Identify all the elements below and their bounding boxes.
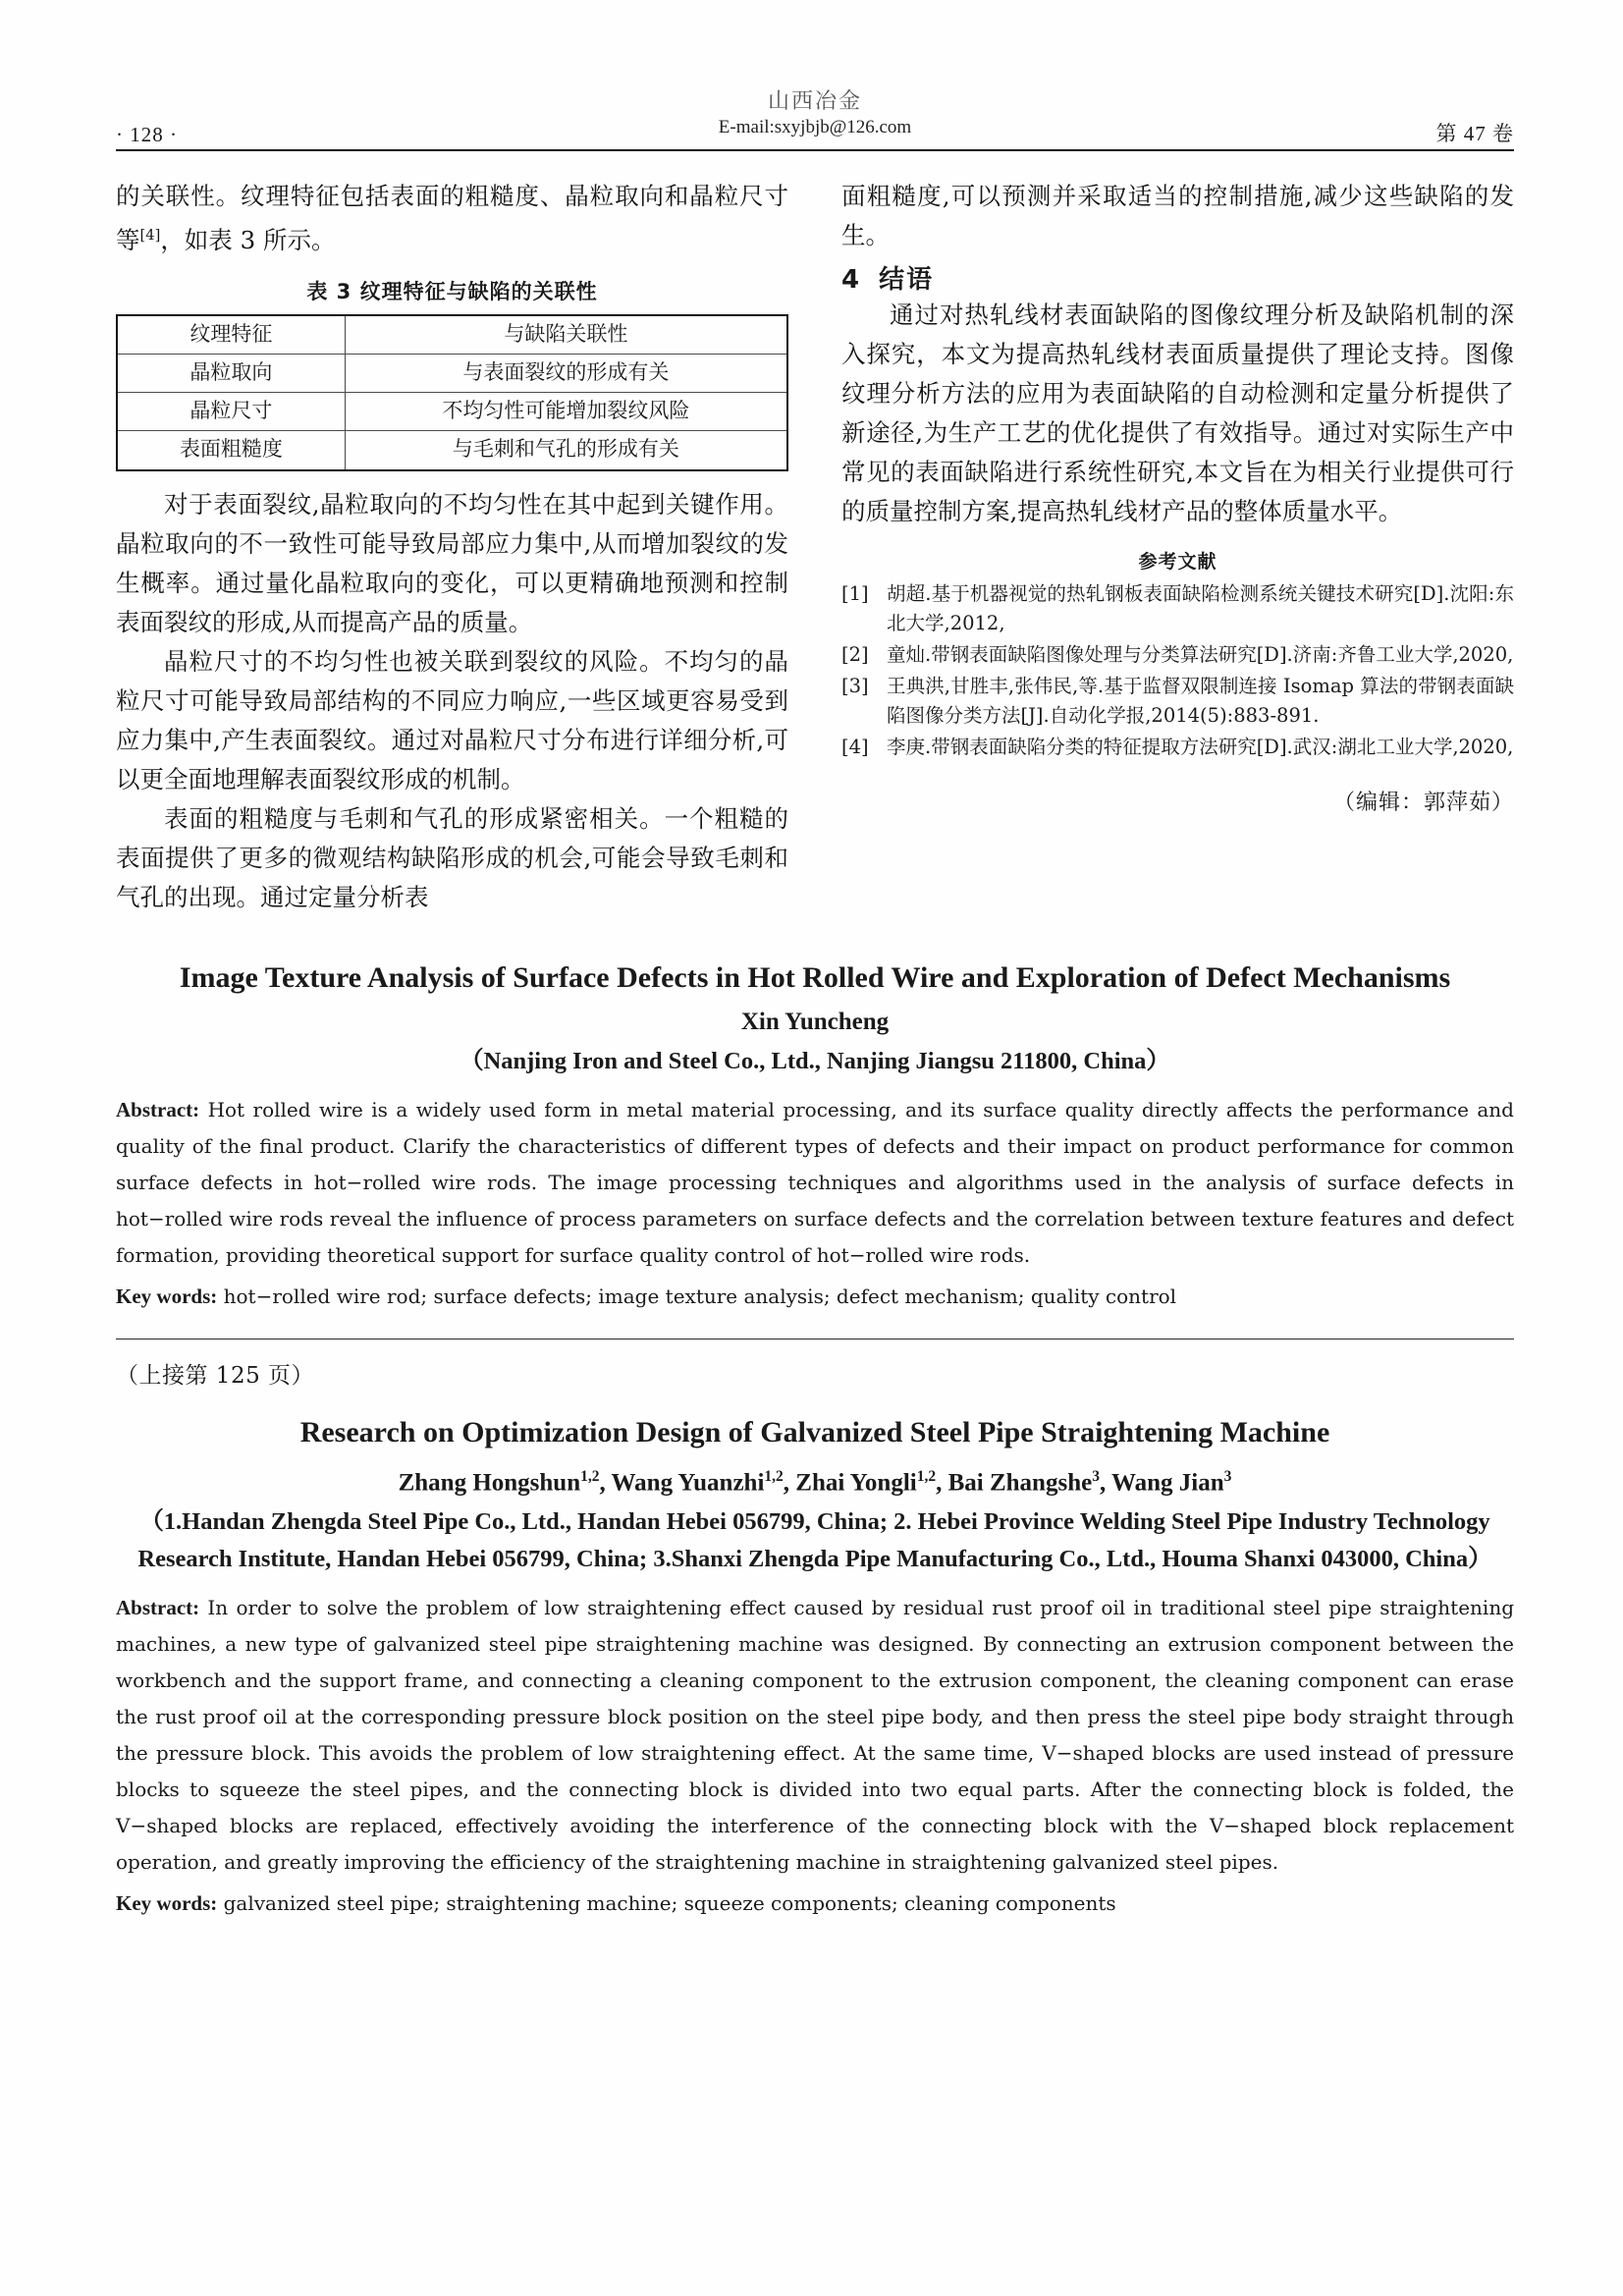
reference-number: [1] bbox=[841, 582, 869, 605]
left-continued-paragraph bbox=[116, 177, 788, 260]
reference-item bbox=[841, 672, 1514, 731]
table-row bbox=[117, 393, 787, 431]
table-cell-feature: 晶粒尺寸 bbox=[117, 393, 345, 431]
table-cell-correlation: 与表面裂纹的形成有关 bbox=[345, 355, 787, 393]
article-2-abstract-label: Abstract: bbox=[116, 1595, 200, 1619]
article-1-abstract-label: Abstract: bbox=[116, 1097, 200, 1121]
left-continued-tail: ，如表 3 所示。 bbox=[160, 226, 336, 255]
author-name: , Zhai Yongli bbox=[783, 1468, 917, 1496]
left-column bbox=[116, 177, 788, 917]
table-cell-feature: 晶粒取向 bbox=[117, 355, 345, 393]
reference-item bbox=[841, 640, 1514, 670]
author-name: Zhang Hongshun bbox=[398, 1468, 581, 1496]
article-1-affiliation: （Nanjing Iron and Steel Co., Ltd., Nanjing Jiangsu 211800, China） bbox=[460, 1047, 1170, 1074]
table-cell-feature: 表面粗糙度 bbox=[117, 431, 345, 470]
journal-email: E-mail:sxyjbjb@126.com bbox=[718, 116, 912, 137]
article-2-keywords bbox=[116, 1886, 1514, 1920]
author-name: , Bai Zhangshe bbox=[936, 1468, 1093, 1496]
left-continued-text: 的关联性。纹理特征包括表面的粗糙度、晶粒取向和晶粒尺寸等 bbox=[116, 182, 788, 255]
reference-item bbox=[841, 733, 1514, 762]
journal-name: 山西冶金 bbox=[767, 89, 862, 114]
texture-defect-table bbox=[116, 314, 788, 470]
continuation-note: （上接第 125 页） bbox=[116, 1362, 315, 1389]
editor-credit: （编辑：郭萍茹） bbox=[1332, 791, 1514, 815]
table-header-cell-feature: 纹理特征 bbox=[117, 315, 345, 355]
author-affil-marker: 3 bbox=[1092, 1467, 1100, 1485]
journal-masthead bbox=[116, 88, 1514, 138]
author-affil-marker: 1,2 bbox=[764, 1467, 784, 1485]
table-caption: 表 3 纹理特征与缺陷的关联性 bbox=[306, 280, 598, 304]
article-2-keywords-text: galvanized steel pipe; straightening machine; squeeze components; cleaning components bbox=[223, 1890, 1116, 1915]
running-head bbox=[116, 89, 1514, 149]
conclusion-paragraph: 通过对热轧线材表面缺陷的图像纹理分析及缺陷机制的深入探究，本文为提高热轧线材表面质量提供了理论支持。图像纹理分析方法的应用为表面缺陷的自动检测和定量分析提供了新途径,为生产工艺的优化提供了有效指导。通过对实际生产中常见的表面缺陷进行系统性研究,本文旨在为相关行业提供可行的质量控制方案,提高热轧线材产品的整体质量水平。 bbox=[841, 301, 1514, 525]
left-paragraph-3: 表面的粗糙度与毛刺和气孔的形成紧密相关。一个粗糙的表面提供了更多的微观结构缺陷形成的机会,可能会导致毛刺和气孔的出现。通过定量分析表 bbox=[116, 803, 788, 911]
article-2-authors bbox=[116, 1458, 1514, 1502]
table-row bbox=[117, 355, 787, 393]
reference-number: [2] bbox=[841, 643, 869, 666]
article-1-authors: Xin Yuncheng bbox=[740, 1008, 890, 1035]
author-affil-marker: 3 bbox=[1223, 1467, 1232, 1485]
reference-text: 王典洪,甘胜丰,张伟民,等.基于监督双限制连接 Isomap 算法的带钢表面缺陷图像分类方法[J].自动化学报,2014(5):883-891. bbox=[887, 675, 1514, 727]
section-number: 4 bbox=[841, 265, 862, 295]
article-1-keywords-label: Key words: bbox=[116, 1284, 218, 1308]
reference-text: 李庚.带钢表面缺陷分类的特征提取方法研究[D].武汉:湖北工业大学,2020, bbox=[887, 736, 1514, 758]
article-2-keywords-label: Key words: bbox=[116, 1890, 218, 1915]
reference-number: [3] bbox=[841, 675, 869, 697]
article-1-title: Image Texture Analysis of Surface Defects in Hot Rolled Wire and Exploration of Defect Mechanisms bbox=[179, 960, 1451, 994]
reference-marker-4: [4] bbox=[139, 227, 161, 244]
references-heading: 参考文献 bbox=[1138, 551, 1217, 573]
english-abstract-article-2 bbox=[116, 1411, 1514, 1920]
author-affil-marker: 1,2 bbox=[580, 1467, 600, 1485]
article-1-keywords-text: hot−rolled wire rod; surface defects; image texture analysis; defect mechanism; quality control bbox=[223, 1284, 1177, 1308]
table-header-cell-correlation: 与缺陷关联性 bbox=[345, 315, 787, 355]
table-cell-correlation: 不均匀性可能增加裂纹风险 bbox=[345, 393, 787, 431]
reference-item bbox=[841, 579, 1514, 638]
section-heading-conclusion bbox=[841, 259, 1514, 296]
table-header-row bbox=[117, 315, 787, 355]
volume-label: 第 47 卷 bbox=[1435, 122, 1514, 145]
page-number: · 128 · bbox=[116, 123, 178, 146]
spacer bbox=[116, 471, 788, 485]
table-cell-correlation: 与毛刺和气孔的形成有关 bbox=[345, 431, 787, 470]
reference-text: 胡超.基于机器视觉的热轧钢板表面缺陷检测系统关键技术研究[D].沈阳:东北大学,2012, bbox=[887, 582, 1514, 634]
article-2-affiliation: （1.Handan Zhengda Steel Pipe Co., Ltd., Handan Hebei 056799, China; 2. Hebei Province Welding Steel Pipe Industry Technology Research Institute, Handan Hebei 056799, China; 3.Shanxi Zhengda Pipe Manufacturing Co., Ltd., Houma Shanxi 043000, China） bbox=[137, 1507, 1492, 1572]
english-abstract-article-1 bbox=[116, 957, 1514, 1313]
left-paragraph-2: 晶粒尺寸的不均匀性也被关联到裂纹的风险。不均匀的晶粒尺寸可能导致局部结构的不同应力响应,一些区域更容易受到应力集中,产生表面裂纹。通过对晶粒尺寸分布进行详细分析,可以更全面地理解表面裂纹形成的机制。 bbox=[116, 646, 788, 793]
left-paragraph-1: 对于表面裂纹,晶粒取向的不均匀性在其中起到关键作用。晶粒取向的不一致性可能导致局部应力集中,从而增加裂纹的发生概率。通过量化晶粒取向的变化，可以更精确地预测和控制表面裂纹的形成,从而提高产品的质量。 bbox=[116, 489, 788, 636]
article-1-abstract-text: Hot rolled wire is a widely used form in metal material processing, and its surface quality directly affects the performance and quality of the final product. Clarify the characteristics of different types of defects and their impact on product performance for common surface defects in hot−rolled wire rods. The image processing techniques and algorithms used in the analysis of surface defects in hot−rolled wire rods reveal the influence of process parameters on surface defects and the correlation between texture features and defect formation, providing theoretical support for surface quality control of hot−rolled wire rods. bbox=[116, 1097, 1514, 1267]
table-row bbox=[117, 431, 787, 470]
author-name: , Wang Yuanzhi bbox=[599, 1468, 765, 1496]
header-rule bbox=[116, 149, 1514, 151]
author-affil-marker: 1,2 bbox=[916, 1467, 937, 1485]
section-title: 结语 bbox=[879, 265, 935, 295]
reference-text: 童灿.带钢表面缺陷图像处理与分类算法研究[D].济南:齐鲁工业大学,2020, bbox=[887, 643, 1514, 666]
reference-number: [4] bbox=[841, 736, 869, 758]
article-2-title: Research on Optimization Design of Galvanized Steel Pipe Straightening Machine bbox=[299, 1415, 1330, 1449]
article-1-abstract bbox=[116, 1092, 1514, 1274]
right-continued-paragraph: 面粗糙度,可以预测并采取适当的控制措施,减少这些缺陷的发生。 bbox=[841, 182, 1514, 249]
right-column bbox=[841, 177, 1514, 917]
two-column-body bbox=[116, 177, 1514, 917]
article-2-abstract bbox=[116, 1590, 1514, 1881]
article-2-abstract-text: In order to solve the problem of low straightening effect caused by residual rust proof oil in traditional steel pipe straightening machines, a new type of galvanized steel pipe straightening machine was designed. By connecting an extrusion component between the workbench and the support frame, and connecting a cleaning component to the extrusion component, the cleaning component can erase the rust proof oil at the corresponding pressure block position on the steel pipe body, and then press the steel pipe body straight through the pressure block. This avoids the problem of low straightening effect. At the same time, V−shaped blocks are used instead of pressure blocks to squeeze the steel pipes, and the connecting block is divided into two equal parts. After the connecting block is folded, the V−shaped blocks are replaced, effectively avoiding the interference of the connecting block with the V−shaped block replacement operation, and greatly improving the efficiency of the straightening machine in straightening galvanized steel pipes. bbox=[116, 1595, 1515, 1874]
author-name: , Wang Jian bbox=[1099, 1468, 1224, 1496]
article-1-keywords bbox=[116, 1280, 1514, 1313]
